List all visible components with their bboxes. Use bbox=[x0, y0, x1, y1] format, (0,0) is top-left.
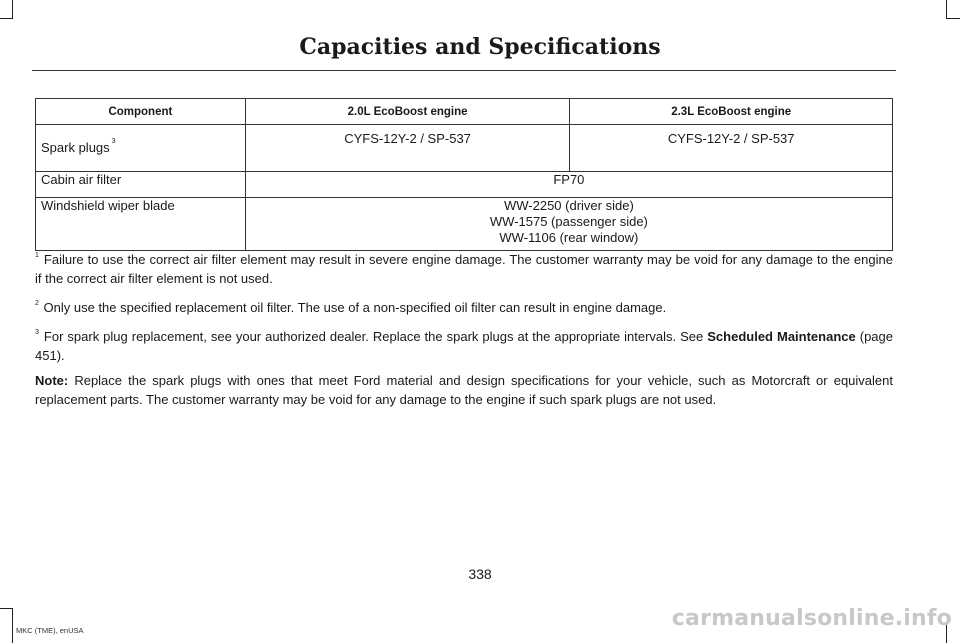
footnotes-section bbox=[35, 246, 893, 415]
table-row bbox=[36, 198, 893, 251]
value-line: WW-2250 (driver side) bbox=[503, 198, 634, 213]
header-divider bbox=[32, 70, 896, 71]
crop-mark-top-left-h bbox=[0, 18, 13, 19]
table-row bbox=[36, 125, 893, 172]
cross-reference-link[interactable]: Scheduled Maintenance bbox=[707, 329, 856, 344]
note-paragraph bbox=[35, 371, 893, 409]
component-cell bbox=[36, 125, 246, 172]
table-header-row bbox=[36, 99, 893, 125]
value-line: WW-1106 (rear window) bbox=[499, 230, 639, 245]
column-header: Component bbox=[36, 99, 246, 125]
spec-table bbox=[35, 98, 893, 251]
footnote-text: Failure to use the correct air filter element may result in severe engine damage. The customer warranty may be void for any damage to the engine if the correct air filter element is not used. bbox=[35, 252, 893, 286]
footnote-number: 2 bbox=[35, 300, 39, 307]
column-header: 2.0L EcoBoost engine bbox=[245, 99, 570, 125]
footnote-number: 1 bbox=[35, 252, 39, 259]
footnote-number: 3 bbox=[35, 329, 39, 336]
component-cell: Cabin air filter bbox=[36, 172, 246, 198]
value-cell: CYFS-12Y-2 / SP-537 bbox=[570, 125, 893, 172]
value-line: WW-1575 (passenger side) bbox=[489, 214, 648, 229]
footnote bbox=[35, 246, 893, 288]
component-cell: Windshield wiper blade bbox=[36, 198, 246, 251]
crop-mark-top-right-h bbox=[946, 18, 960, 19]
crop-mark-bottom-left-h bbox=[0, 608, 13, 609]
component-label: Spark plugs bbox=[41, 140, 110, 155]
footnote-text: Only use the specified replacement oil filter. The use of a non-specified oil filter can result in engine damage. bbox=[43, 300, 667, 315]
footnote-text: For spark plug replacement, see your authorized dealer. Replace the spark plugs at the appropriate intervals. See bbox=[43, 329, 708, 344]
crop-mark-top-right-v bbox=[946, 0, 947, 18]
page-number: 338 bbox=[468, 566, 492, 582]
watermark: carmanualsonline.info bbox=[671, 606, 952, 631]
crop-mark-top-left-v bbox=[12, 0, 13, 18]
footnote bbox=[35, 294, 893, 317]
footnote-text: (page 451). bbox=[35, 329, 893, 363]
document-code: MKC (TME), enUSA bbox=[16, 626, 84, 635]
value-cell bbox=[245, 198, 892, 251]
value-cell: CYFS-12Y-2 / SP-537 bbox=[245, 125, 570, 172]
page-title: Capacities and Specifications bbox=[299, 34, 661, 60]
footnote bbox=[35, 323, 893, 365]
note-text: Replace the spark plugs with ones that meet Ford material and design specifications for your vehicle, such as Motorcraft or equivalent replacement parts. The customer warranty may be void for any damage to the engine if such spark plugs are not used. bbox=[35, 373, 893, 407]
note-label: Note: bbox=[35, 373, 69, 388]
footnote-ref: 3 bbox=[111, 138, 116, 145]
table-row bbox=[36, 172, 893, 198]
value-cell: FP70 bbox=[245, 172, 892, 198]
column-header: 2.3L EcoBoost engine bbox=[570, 99, 893, 125]
crop-mark-bottom-left-v bbox=[12, 608, 13, 643]
